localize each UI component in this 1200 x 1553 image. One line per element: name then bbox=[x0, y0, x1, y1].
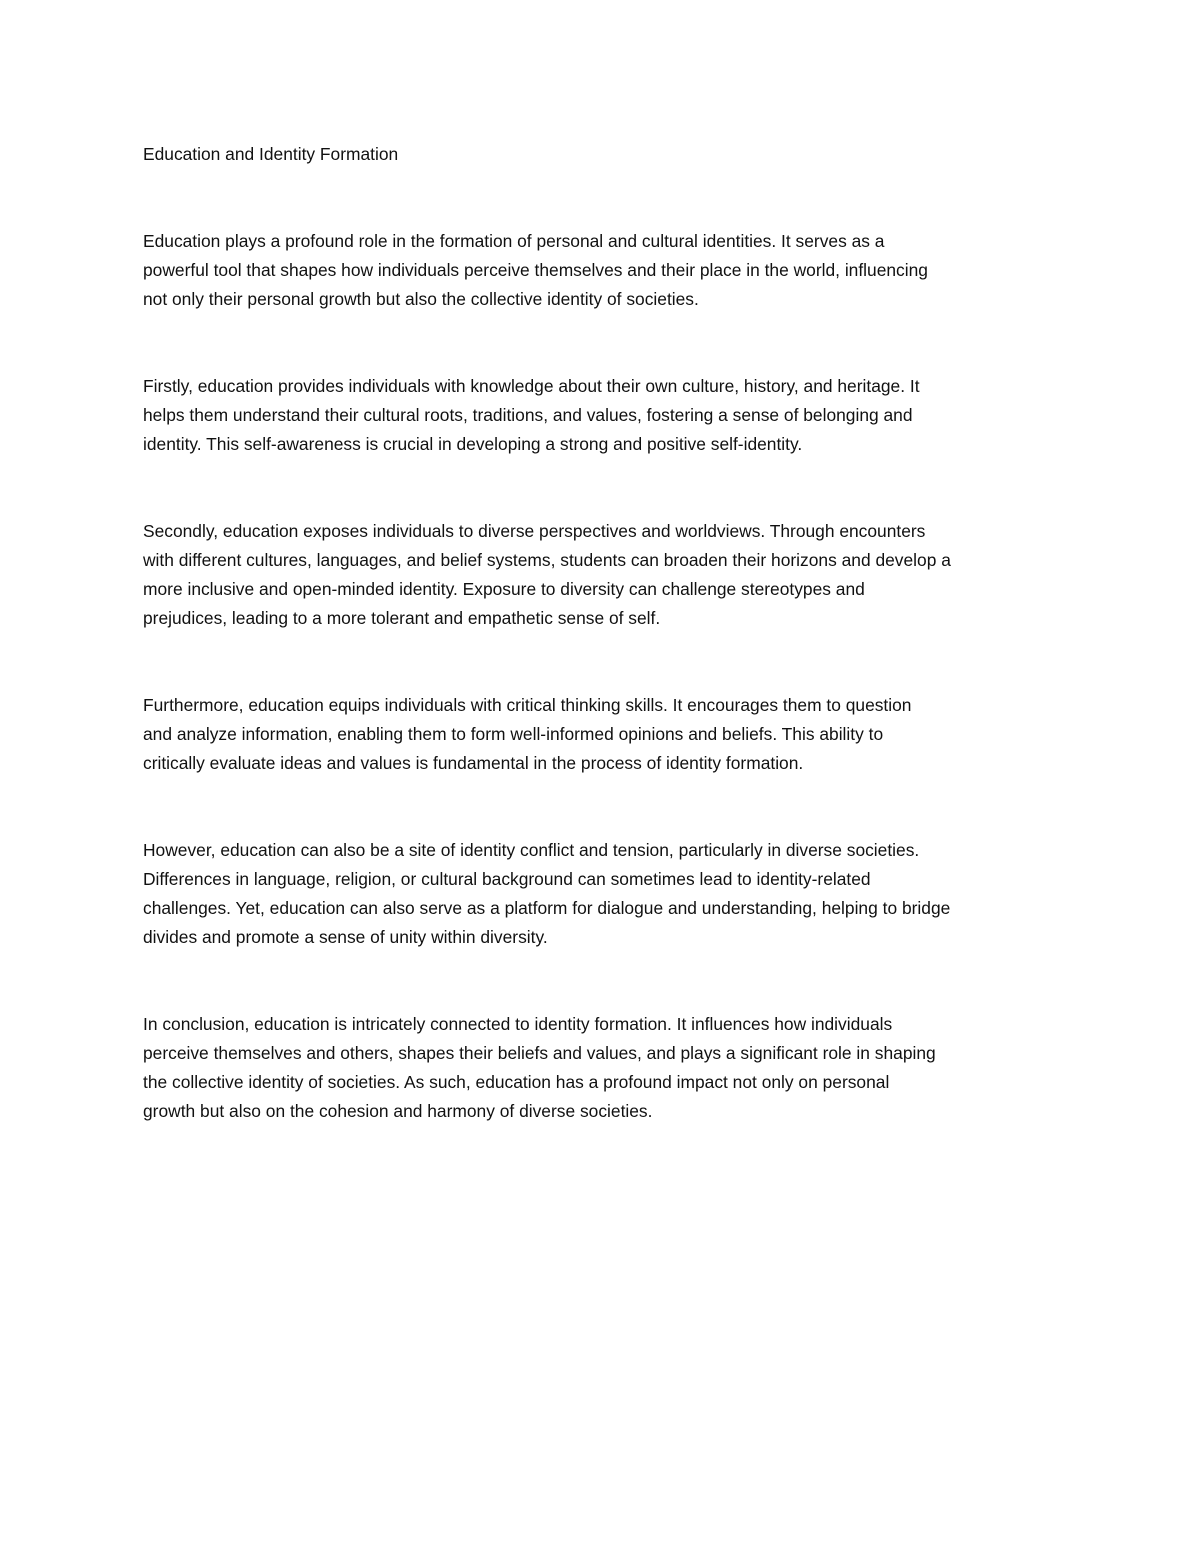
document-body bbox=[143, 140, 1068, 1184]
paragraph-line: identity. This self-awareness is crucial in developing a strong and positive self-identity. bbox=[143, 434, 803, 454]
paragraph-firstly bbox=[143, 372, 1068, 459]
paragraph-secondly bbox=[143, 517, 1068, 633]
paragraph-line: with different cultures, languages, and belief systems, students can broaden their horizons and develop a bbox=[143, 550, 951, 570]
paragraph-line: helps them understand their cultural roots, traditions, and values, fostering a sense of belonging and bbox=[143, 405, 913, 425]
paragraph-line: Secondly, education exposes individuals to diverse perspectives and worldviews. Through encounters bbox=[143, 521, 926, 541]
paragraph-line: growth but also on the cohesion and harmony of diverse societies. bbox=[143, 1101, 653, 1121]
paragraph-line: challenges. Yet, education can also serve as a platform for dialogue and understanding, helping to bridge bbox=[143, 898, 951, 918]
paragraph-line: Firstly, education provides individuals with knowledge about their own culture, history, and heritage. It bbox=[143, 376, 920, 396]
paragraph-line: not only their personal growth but also the collective identity of societies. bbox=[143, 289, 699, 309]
paragraph-line: However, education can also be a site of identity conflict and tension, particularly in diverse societies. bbox=[143, 840, 920, 860]
paragraph-intro bbox=[143, 227, 1068, 314]
paragraph-line: In conclusion, education is intricately connected to identity formation. It influences how individuals bbox=[143, 1014, 893, 1034]
paragraph-line: and analyze information, enabling them to form well-informed opinions and beliefs. This ability to bbox=[143, 724, 884, 744]
paragraph-line: critically evaluate ideas and values is fundamental in the process of identity formation. bbox=[143, 753, 804, 773]
paragraph-line: Furthermore, education equips individuals with critical thinking skills. It encourages them to question bbox=[143, 695, 912, 715]
document-title: Education and Identity Formation bbox=[143, 144, 399, 164]
paragraph-line: Education plays a profound role in the formation of personal and cultural identities. It serves as a bbox=[143, 231, 885, 251]
paragraph-line: divides and promote a sense of unity within diversity. bbox=[143, 927, 548, 947]
paragraph-line: Differences in language, religion, or cultural background can sometimes lead to identity-related bbox=[143, 869, 871, 889]
paragraph-line: perceive themselves and others, shapes their beliefs and values, and plays a significant role in shaping bbox=[143, 1043, 936, 1063]
paragraph-line: the collective identity of societies. As such, education has a profound impact not only on personal bbox=[143, 1072, 890, 1092]
paragraph-line: more inclusive and open-minded identity. Exposure to diversity can challenge stereotypes and bbox=[143, 579, 865, 599]
paragraph-line: powerful tool that shapes how individuals perceive themselves and their place in the world, influencing bbox=[143, 260, 928, 280]
paragraph-line: prejudices, leading to a more tolerant and empathetic sense of self. bbox=[143, 608, 661, 628]
paragraph-conclusion bbox=[143, 1010, 1068, 1126]
paragraph-furthermore bbox=[143, 691, 1068, 778]
paragraph-however bbox=[143, 836, 1068, 952]
